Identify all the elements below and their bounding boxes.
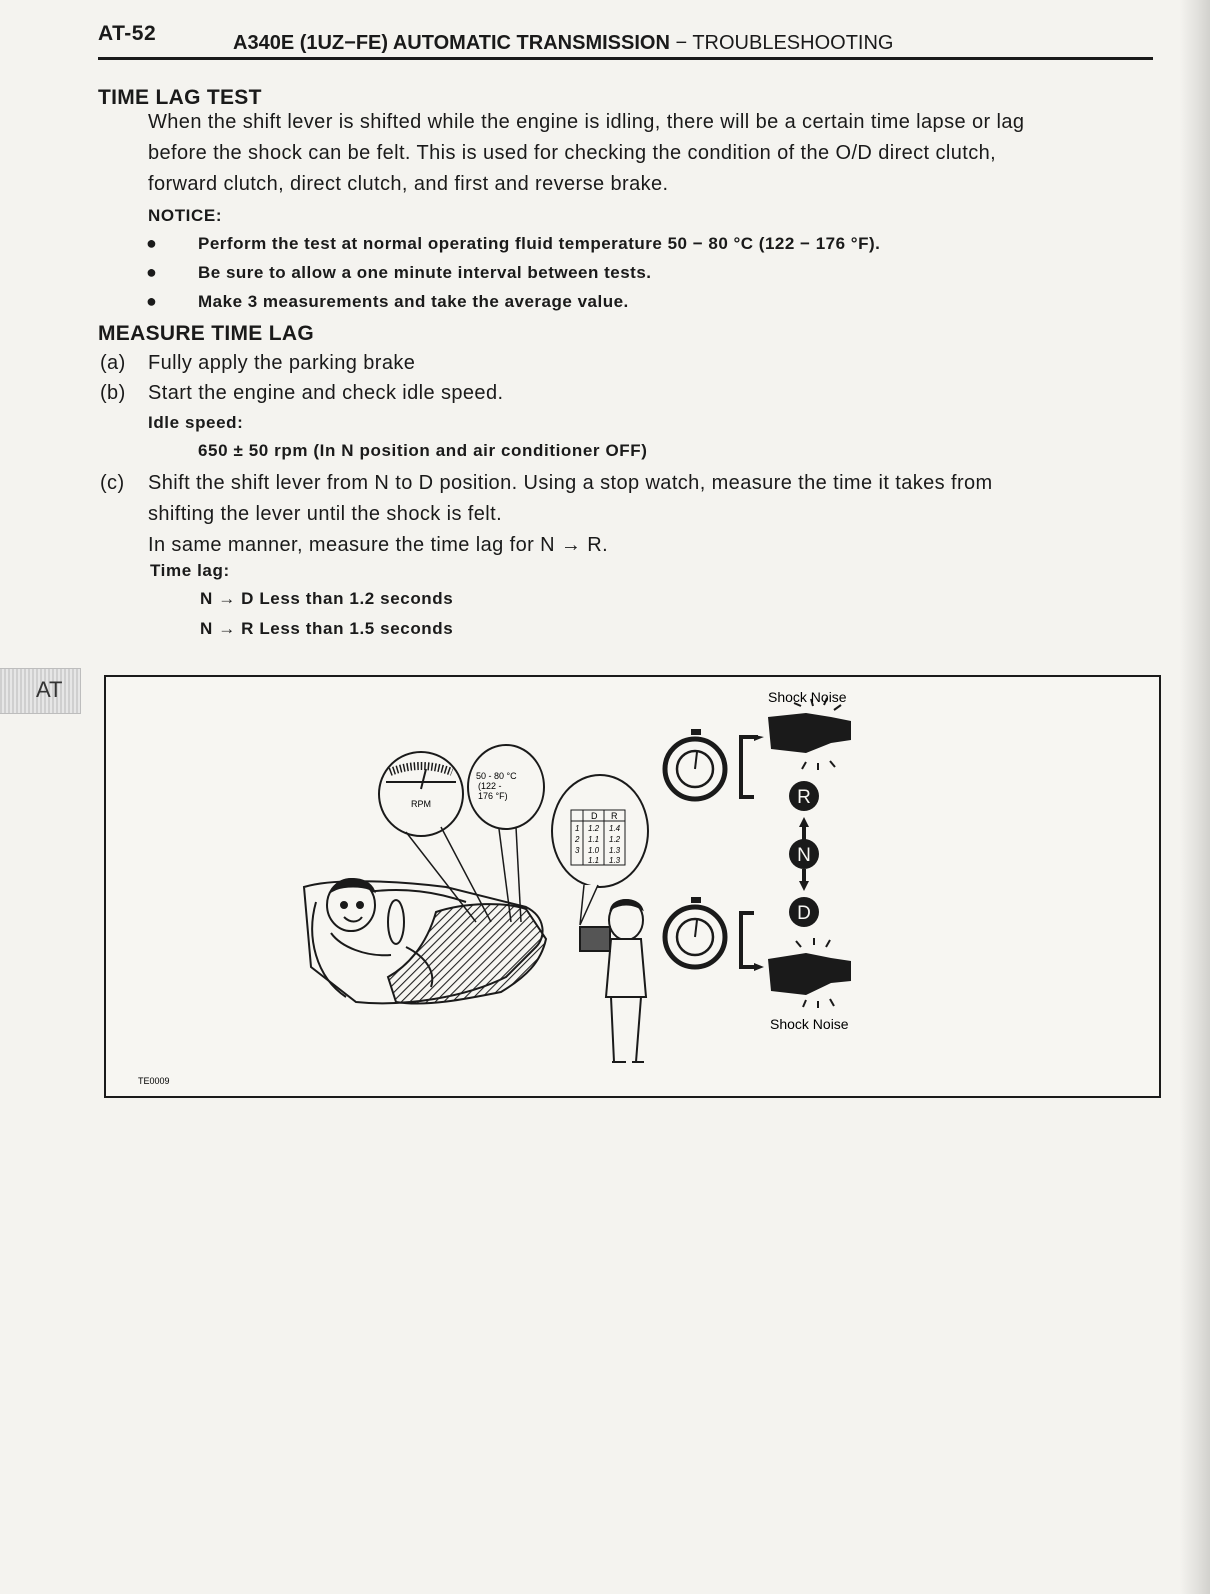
step-b xyxy=(100,382,503,405)
intro-line-1: When the shift lever is shifted while the engine is idling, there will be a certain time lapse or lag xyxy=(148,111,1025,133)
temp-line-3: 176 °F) xyxy=(478,791,508,801)
page-header-title xyxy=(233,32,893,55)
table-row-1-r: 1.4 xyxy=(609,824,621,833)
bullet-icon: ● xyxy=(146,233,158,253)
page-edge-shadow xyxy=(1180,0,1210,1594)
table-row-2-r: 1.2 xyxy=(609,835,621,844)
shock-noise-label-top: Shock Noise xyxy=(768,689,847,705)
notice-label: NOTICE: xyxy=(148,206,223,225)
step-b-mark: (b) xyxy=(100,382,126,404)
header-title-bold: A340E (1UZ−FE) AUTOMATIC TRANSMISSION xyxy=(233,32,670,54)
table-row-3-run: 3 xyxy=(575,846,580,855)
step-c-mark: (c) xyxy=(100,472,125,494)
table-row-2-d: 1.1 xyxy=(588,835,600,844)
idle-speed-value: 650 ± 50 rpm (In N position and air conditioner OFF) xyxy=(198,441,648,460)
time-lag-test-heading: TIME LAG TEST xyxy=(98,86,262,109)
time-lag-figure xyxy=(104,675,1161,1098)
section-side-tab xyxy=(0,668,81,714)
step-c-line-1: Shift the shift lever from N to D position. Using a stop watch, measure the time it takes from xyxy=(148,472,993,494)
idle-speed-label: Idle speed: xyxy=(148,413,244,432)
notice-item-1 xyxy=(146,233,880,254)
step-c-line-3: In same manner, measure the time lag for N → R. xyxy=(148,534,609,556)
intro-line-2: before the shock can be felt. This is used for checking the condition of the O/D direct clutch, xyxy=(148,142,997,164)
step-a-text: Fully apply the parking brake xyxy=(148,352,416,374)
step-b-text: Start the engine and check idle speed. xyxy=(148,382,504,404)
table-row-4-d: 1.1 xyxy=(588,856,600,865)
gear-n-label: N xyxy=(797,845,811,866)
bullet-icon: ● xyxy=(146,291,158,311)
step-a xyxy=(100,352,415,375)
temp-line-2: (122 - xyxy=(478,781,502,791)
gear-r-badge xyxy=(789,781,819,811)
stopwatch-icon-top xyxy=(665,729,725,799)
table-row-3-r: 1.3 xyxy=(609,846,621,855)
temp-line-1: 50 - 80 °C xyxy=(476,771,517,781)
notice-text-3: Make 3 measurements and take the average value. xyxy=(198,292,629,311)
bracket-top xyxy=(741,737,758,797)
time-lag-nr: N → R Less than 1.5 seconds xyxy=(200,619,454,638)
notice-text-2: Be sure to allow a one minute interval between tests. xyxy=(198,263,652,282)
transmission-icon-bottom xyxy=(768,938,851,1008)
notice-text-1: Perform the test at normal operating fluid temperature 50 − 80 °C (122 − 176 °F). xyxy=(198,234,881,253)
time-lag-intro xyxy=(148,107,1024,200)
notice-item-3 xyxy=(146,291,629,312)
table-row-2-run: 2 xyxy=(575,835,580,844)
gear-d-label: D xyxy=(797,903,811,924)
gear-r-label: R xyxy=(797,787,811,808)
measure-time-lag-heading: MEASURE TIME LAG xyxy=(98,322,314,345)
intro-line-3: forward clutch, direct clutch, and first and reverse brake. xyxy=(148,173,669,195)
table-row-1-run: 1 xyxy=(575,824,580,833)
bracket-bottom xyxy=(741,913,758,967)
time-lag-illustration xyxy=(106,677,1159,1096)
step-a-mark: (a) xyxy=(100,352,126,374)
table-row-3-d: 1.0 xyxy=(588,846,600,855)
side-tab-label: AT xyxy=(36,677,63,702)
table-header-d: D xyxy=(591,811,598,821)
time-lag-label: Time lag: xyxy=(150,561,230,580)
tach-label: RPM xyxy=(411,799,431,809)
gear-d-badge xyxy=(789,897,819,927)
gear-n-badge xyxy=(789,839,819,869)
notice-item-2 xyxy=(146,262,652,283)
header-title-rest: − TROUBLESHOOTING xyxy=(669,32,894,54)
table-row-4-r: 1.3 xyxy=(609,856,621,865)
transmission-icon-top xyxy=(768,698,851,770)
table-row-1-d: 1.2 xyxy=(588,824,600,833)
time-lag-nd: N → D Less than 1.2 seconds xyxy=(200,589,454,608)
shock-noise-label-bottom: Shock Noise xyxy=(770,1016,849,1032)
page-code: AT-52 xyxy=(98,22,157,45)
stopwatch-icon-bottom xyxy=(665,897,725,967)
mechanic-figure xyxy=(580,900,646,1062)
bullet-icon: ● xyxy=(146,262,158,282)
figure-id: TE0009 xyxy=(138,1076,170,1086)
step-c-line-2: shifting the lever until the shock is felt. xyxy=(148,503,503,525)
header-rule xyxy=(98,57,1153,60)
step-c xyxy=(100,468,993,561)
table-header-r: R xyxy=(611,811,618,821)
